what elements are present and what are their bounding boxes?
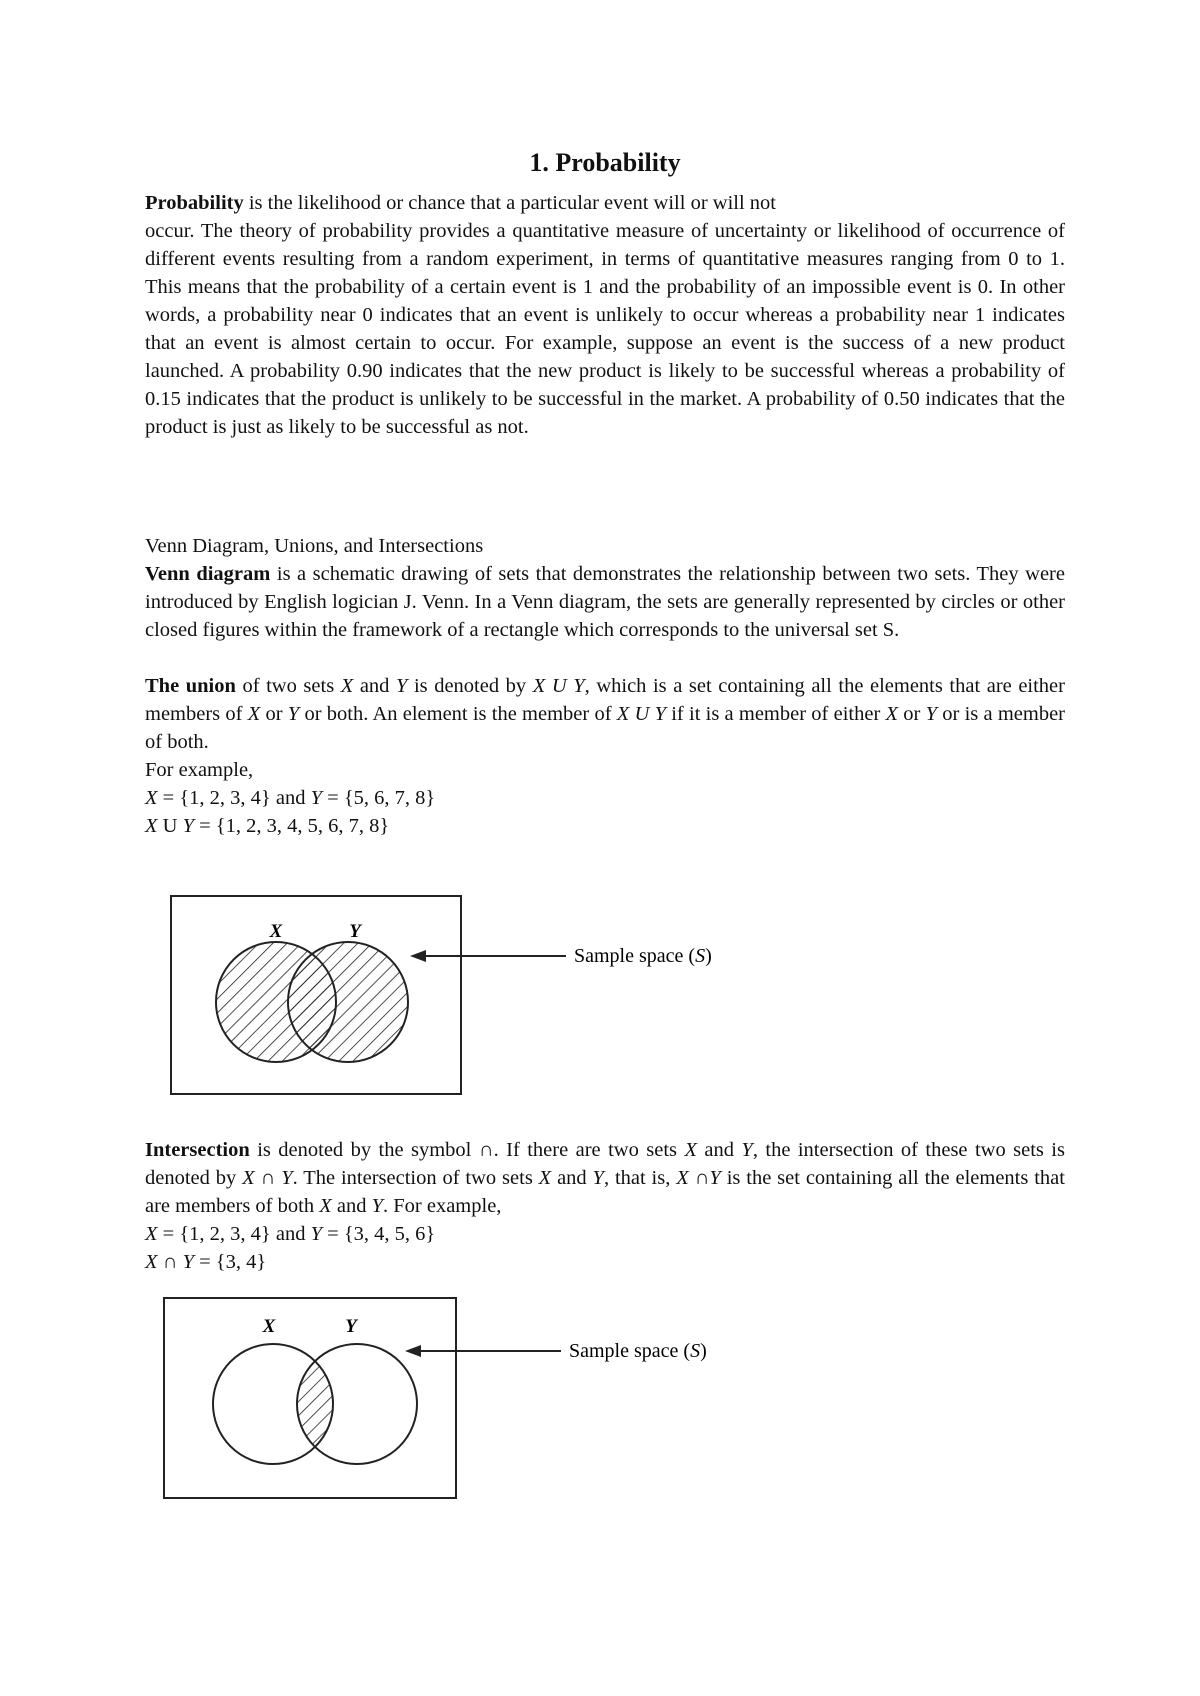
union-example-result: X U Y = {1, 2, 3, 4, 5, 6, 7, 8} bbox=[145, 815, 390, 837]
intro-first-line: Probability is the likelihood or chance that a particular event will or will not bbox=[145, 192, 776, 214]
intersection-venn-figure bbox=[163, 1296, 707, 1502]
for-example-label: For example, bbox=[145, 759, 254, 781]
term-probability: Probability bbox=[145, 192, 244, 214]
term-union: The union bbox=[145, 675, 236, 697]
intersection-example-result: X ∩ Y = {3, 4} bbox=[145, 1251, 267, 1273]
label-x: X bbox=[262, 1316, 276, 1337]
intersection-definition: Intersection is denoted by the symbol ∩. If there are two sets X and Y, the intersection of these two sets is denoted by X ∩ Y. The intersection of two sets X and Y, that is, X ∩Y is the set containing all the elements that are members of both X and Y. For example, bbox=[145, 1139, 1065, 1217]
venn-definition: Venn diagram is a schematic drawing of sets that demonstrates the relationship between two sets. They were introduced by English logician J. Venn. In a Venn diagram, the sets are generally represented by circles or other closed figures within the framework of a rectangle which corresponds to the universal set S. bbox=[145, 563, 1065, 641]
sample-space-label: Sample space (S) bbox=[574, 945, 712, 967]
label-y: Y bbox=[349, 921, 361, 942]
label-x: X bbox=[269, 921, 283, 942]
union-definition: The union of two sets X and Y is denoted by X U Y, which is a set containing all the elements that are either members of X or Y or both. An element is the member of X U Y if it is a member of either X or Y or is a member of both. bbox=[145, 675, 1065, 753]
union-example-sets: X = {1, 2, 3, 4} and Y = {5, 6, 7, 8} bbox=[145, 787, 436, 809]
term-venn-diagram: Venn diagram bbox=[145, 563, 271, 585]
intersection-example-sets: X = {1, 2, 3, 4} and Y = {3, 4, 5, 6} bbox=[145, 1223, 436, 1245]
set-y-circle bbox=[288, 942, 408, 1062]
sample-space-label: Sample space (S) bbox=[569, 1340, 707, 1362]
term-intersection: Intersection bbox=[145, 1139, 250, 1161]
union-venn-figure bbox=[170, 890, 710, 1100]
page-title: 1. Probability bbox=[529, 148, 681, 177]
intro-paragraph: occur. The theory of probability provides a quantitative measure of uncertainty or likelihood of occurrence of different events resulting from a random experiment, in terms of quantitative measures ranging from 0 to 1. This means that the probability of a certain event is 1 and the probability of an impossible event is 0. In other words, a probability near 0 indicates that an event is unlikely to occur whereas a probability near 1 indicates that an event is almost certain to occur. For example, suppose an event is the success of a new product launched. A probability 0.90 indicates that the new product is likely to be successful whereas a probability of 0.15 indicates that the product is unlikely to be successful in the market. A probability of 0.50 indicates that the product is just as likely to be successful as not. bbox=[145, 220, 1065, 438]
section-heading: Venn Diagram, Unions, and Intersections bbox=[145, 535, 484, 557]
label-y: Y bbox=[345, 1316, 357, 1337]
